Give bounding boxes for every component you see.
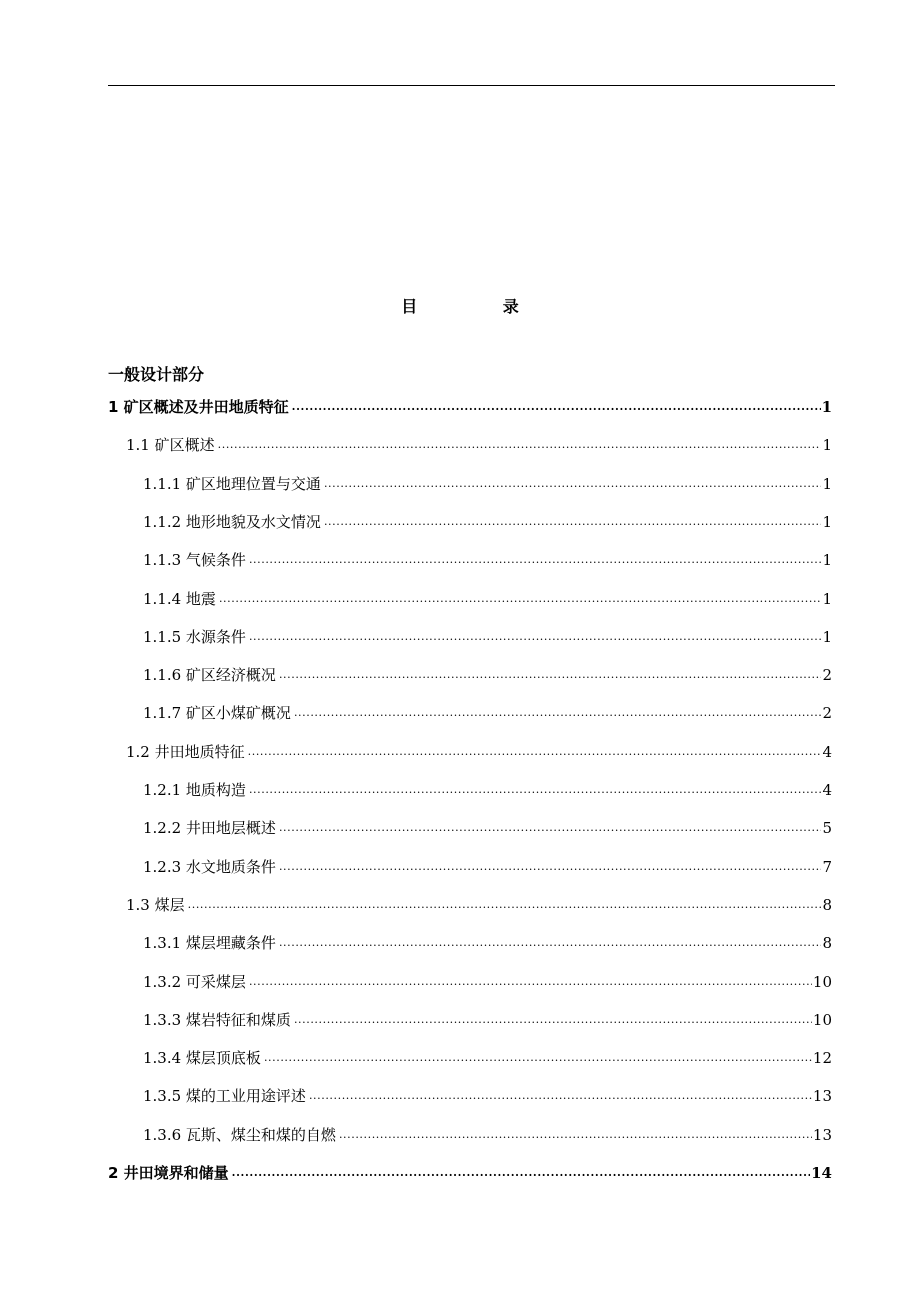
toc-entry-title: 1.1.5 水源条件 (143, 628, 246, 646)
toc-entry-title: 1.2 井田地质特征 (126, 743, 245, 761)
toc-entry-title: 1.3.3 煤岩特征和煤质 (143, 1011, 291, 1029)
toc-entry[interactable] (143, 664, 832, 686)
toc-page-number: 10 (812, 973, 832, 991)
toc-page-number: 1 (822, 628, 832, 646)
toc-page-number: 7 (822, 858, 832, 876)
toc-entry-title: 1.1 矿区概述 (126, 436, 215, 454)
toc-page-number: 12 (812, 1049, 832, 1067)
toc-page-number: 1 (822, 590, 832, 608)
toc-entry-title: 1.2.1 地质构造 (143, 781, 246, 799)
toc-page-number: 4 (822, 743, 832, 761)
toc-entry[interactable] (126, 741, 832, 763)
toc-entry-title: 1.2.2 井田地层概述 (143, 819, 276, 837)
toc-page-number: 8 (822, 896, 832, 914)
toc-dot-leader (279, 817, 822, 839)
toc-entry-title: 1.1.3 气候条件 (143, 551, 246, 569)
toc-page-number: 5 (822, 819, 832, 837)
toc-page-number: 2 (822, 666, 832, 684)
toc-dot-leader (279, 932, 822, 954)
toc-entry[interactable] (108, 1162, 832, 1184)
toc-dot-leader (249, 779, 822, 801)
toc-entry[interactable] (143, 1047, 832, 1069)
toc-entry[interactable] (143, 1124, 832, 1146)
toc-entry[interactable] (143, 549, 832, 571)
toc-dot-leader (279, 856, 822, 878)
toc-dot-leader (249, 626, 822, 648)
toc-dot-leader (309, 1085, 812, 1107)
toc-dot-leader (294, 702, 822, 724)
toc-page-number: 13 (812, 1126, 832, 1144)
toc-page-number: 13 (812, 1087, 832, 1105)
toc-entry[interactable] (143, 626, 832, 648)
toc-dot-leader (264, 1047, 812, 1069)
toc-page-number: 4 (822, 781, 832, 799)
toc-title: 目 录 (401, 297, 559, 316)
toc-entry-title: 1.3.6 瓦斯、煤尘和煤的自燃 (143, 1126, 336, 1144)
toc-entry[interactable] (143, 511, 832, 533)
toc-entry-title: 1.1.7 矿区小煤矿概况 (143, 704, 291, 722)
toc-dot-leader (249, 549, 822, 571)
toc-entry[interactable] (143, 1009, 832, 1031)
toc-entry[interactable] (143, 588, 832, 610)
toc-dot-leader (248, 741, 822, 763)
toc-entry-title: 1.1.6 矿区经济概况 (143, 666, 276, 684)
toc-dot-leader (324, 511, 822, 533)
toc-page-number: 10 (812, 1011, 832, 1029)
toc-page-number: 1 (822, 436, 832, 454)
toc-entry-title: 1.3.4 煤层顶底板 (143, 1049, 261, 1067)
toc-dot-leader (219, 588, 822, 610)
section-label: 一般设计部分 (108, 365, 205, 384)
toc-entry-title: 1.1.1 矿区地理位置与交通 (143, 475, 321, 493)
toc-dot-leader (294, 1009, 812, 1031)
toc-dot-leader (279, 664, 822, 686)
toc-dot-leader (218, 434, 822, 456)
toc-dot-leader (339, 1124, 812, 1146)
toc-entry[interactable] (143, 971, 832, 993)
toc-entry-title: 1.3.5 煤的工业用途评述 (143, 1087, 306, 1105)
toc-page-number: 1 (822, 513, 832, 531)
toc-page-number: 1 (822, 551, 832, 569)
toc-entry-title: 1 矿区概述及井田地质特征 (108, 398, 289, 416)
toc-dot-leader (232, 1162, 810, 1184)
toc-dot-leader (324, 473, 822, 495)
toc-entry-title: 1.1.2 地形地貌及水文情况 (143, 513, 321, 531)
toc-dot-leader (292, 396, 821, 418)
toc-entry[interactable] (143, 932, 832, 954)
toc-entry-title: 1.3.2 可采煤层 (143, 973, 246, 991)
toc-entry[interactable] (143, 856, 832, 878)
toc-entry[interactable] (143, 473, 832, 495)
toc-page-number: 14 (811, 1164, 832, 1182)
toc-entry[interactable] (143, 1085, 832, 1107)
toc-page-number: 1 (822, 475, 832, 493)
toc-entry-title: 1.1.4 地震 (143, 590, 216, 608)
toc-dot-leader (188, 894, 822, 916)
toc-entry-title: 1.2.3 水文地质条件 (143, 858, 276, 876)
toc-page-number: 1 (821, 398, 832, 416)
toc-entry[interactable] (143, 702, 832, 724)
toc-page-number: 2 (822, 704, 832, 722)
toc-entry-title: 2 井田境界和储量 (108, 1164, 229, 1182)
toc-entry-title: 1.3 煤层 (126, 896, 185, 914)
toc-entry[interactable] (126, 434, 832, 456)
toc-entry[interactable] (108, 396, 832, 418)
toc-dot-leader (249, 971, 812, 993)
header-rule (108, 85, 835, 86)
toc-entry-title: 1.3.1 煤层埋藏条件 (143, 934, 276, 952)
toc-page-number: 8 (822, 934, 832, 952)
toc-entry[interactable] (126, 894, 832, 916)
toc-entry[interactable] (143, 779, 832, 801)
toc-entry[interactable] (143, 817, 832, 839)
